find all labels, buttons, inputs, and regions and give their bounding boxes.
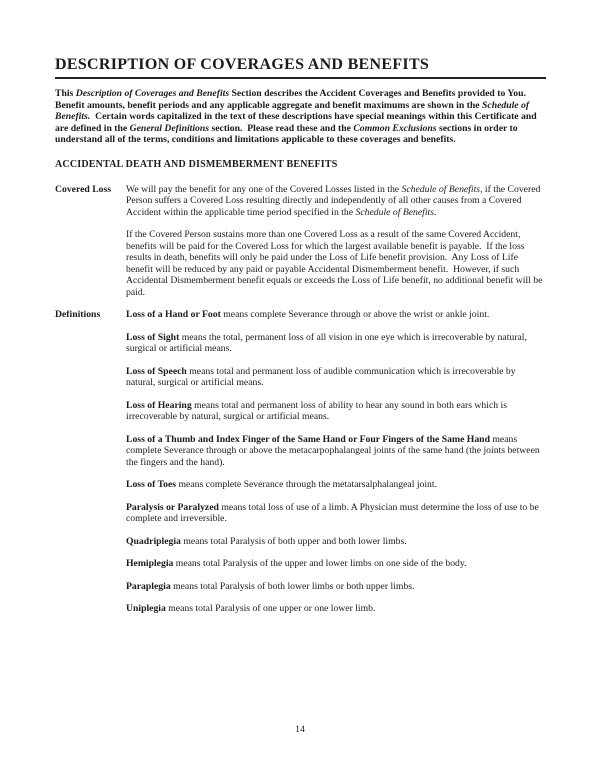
body-paragraph [126, 502, 546, 525]
defined-term: Description of Coverages and Benefits [75, 88, 230, 99]
text-run: means total Paralysis of one upper or one lower limb. [165, 603, 376, 614]
block-body [126, 309, 546, 626]
intro-paragraph [55, 88, 546, 146]
text-run: means total and permanent loss of ability to hear any sound in both ears which is irrecoverable by natural, surgical or artificial means. [126, 399, 510, 422]
title-rule [55, 77, 546, 79]
text-run: means complete Severance through or above the wrist or ankle joint. [220, 309, 490, 320]
body-paragraph [126, 536, 546, 548]
text-run: We will pay the benefit for any one of the Covered Losses listed in the [126, 183, 402, 195]
defined-term: Loss of Toes [126, 479, 177, 490]
defined-term: Loss of a Thumb and Index Finger of the Same Hand or Four Fingers of the Same Hand [126, 433, 490, 445]
defined-term: General Definitions [129, 122, 210, 134]
defined-term: Uniplegia [126, 603, 166, 614]
defined-term: Schedule of Benefits. [55, 99, 532, 122]
term-label: Definitions [55, 309, 101, 320]
defined-term: Hemiplegia [126, 558, 174, 569]
section-heading: ACCIDENTAL DEATH AND DISMEMBERMENT BENEFITS [55, 158, 338, 170]
defined-term: Paralysis or Paralyzed [126, 501, 219, 513]
block-body [126, 184, 546, 310]
page-title: DESCRIPTION OF COVERAGES AND BENEFITS [55, 56, 430, 73]
page-number: 14 [295, 724, 305, 735]
defined-term: Loss of Sight [126, 331, 180, 343]
italic-reference: Schedule of Benefits [355, 206, 435, 218]
text-run: , if the Covered Person suffers a Covered Loss resulting directly and independently of all other causes from a Covered Accident within the applicable time period specified in the [126, 183, 543, 218]
body-paragraph [126, 434, 546, 469]
defined-term: Paraplegia [126, 580, 171, 592]
defined-term: section. Please read these and the [209, 122, 354, 134]
defined-term: Certain words capitalized in the text of these descriptions have special meanings within this Certificate and are defined in the [55, 111, 540, 134]
defined-term: Loss of Speech [126, 365, 187, 377]
body-paragraph [126, 229, 546, 298]
text-run: means total Paralysis of both upper and both lower limbs. [180, 535, 407, 547]
term-label: Covered Loss [55, 183, 112, 195]
section-blocks [55, 184, 546, 626]
body-paragraph [126, 400, 546, 423]
defined-term: Quadriplegia [126, 535, 181, 547]
definition-block [55, 184, 546, 310]
body-paragraph [126, 366, 546, 389]
body-paragraph [126, 332, 546, 355]
italic-reference: Schedule of Benefits [401, 183, 481, 195]
defined-term: sections in order to understand all of the terms, conditions and limitations applicable to these coverages and benefits. [55, 122, 521, 145]
defined-term: Loss of a Hand or Foot [126, 309, 221, 320]
text-run: . [434, 206, 437, 218]
text-run: means total Paralysis of both lower limbs or both upper limbs. [170, 580, 415, 592]
text-run: means the total, permanent loss of all vision in one eye which is irrecoverable by natural, surgical or artificial means. [126, 331, 530, 354]
defined-term: Section describes the Accident Coverages and Benefits provided to You. Benefit amounts, benefit periods and any applicable aggregate and benefit maximums are shown in the [55, 88, 531, 111]
body-paragraph [126, 603, 546, 615]
defined-term: Common Exclusions [353, 122, 437, 134]
text-run: If the Covered Person sustains more than one Covered Loss as a result of the same Covered Accident, benefits will be paid for the Covered Loss for which the largest available benefit is payable. If the loss results in death, benefits will only be paid under the Loss of Life benefit provision. Any Loss of Life benefit will be reduced by any paid or payable Accidental Dismemberment benefit. However, if such Accidental Dismemberment benefit equals or exceeds the Loss of Life benefit, no additional benefit will be paid. [126, 229, 545, 298]
body-paragraph [126, 309, 546, 321]
text-run: means complete Severance through or above the metacarpophalangeal joints of the same hand (the joints between the fingers and the hand). [126, 433, 543, 468]
definition-block [55, 309, 546, 626]
defined-term: Loss of Hearing [126, 399, 192, 411]
text-run: means total loss of use of a limb. A Physician must determine the loss of use to be complete and irreversible. [126, 501, 542, 524]
body-paragraph [126, 581, 546, 593]
page-content [55, 55, 546, 626]
text-run: means total and permanent loss of audible communication which is irrecoverable by natural, surgical or artificial means. [126, 365, 518, 388]
text-run: means complete Severance through the metatarsalphalangeal joint. [176, 479, 438, 490]
body-paragraph [126, 184, 546, 219]
body-paragraph [126, 479, 546, 491]
text-run: means total Paralysis of the upper and lower limbs on one side of the body. [173, 558, 467, 569]
body-paragraph [126, 558, 546, 570]
defined-term: This [55, 88, 76, 99]
